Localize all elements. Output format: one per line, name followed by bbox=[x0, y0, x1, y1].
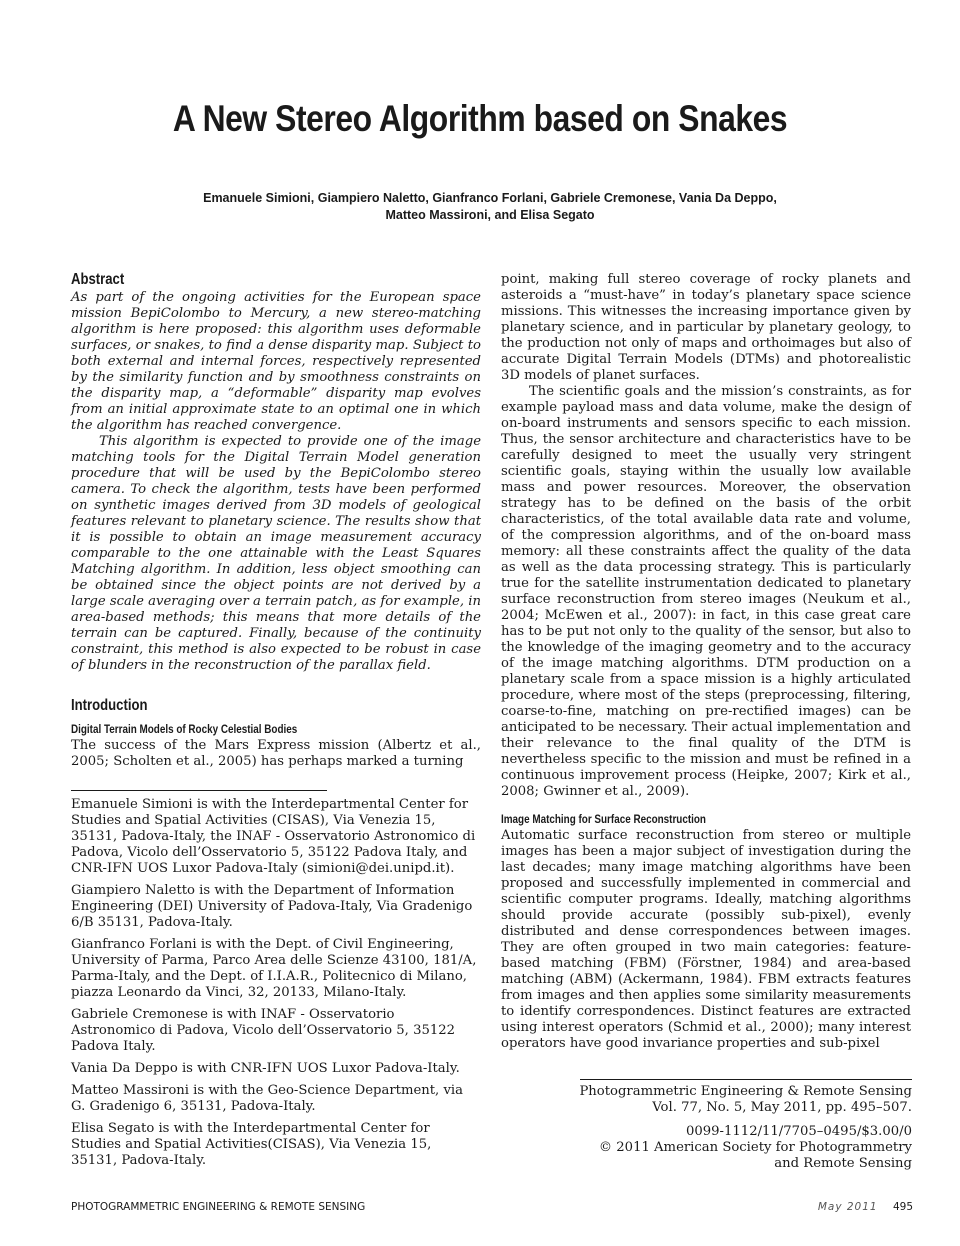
author-list bbox=[80, 190, 900, 224]
abstract-paragraph-2: This algorithm is expected to provide one of the image matching tools for the Digital Terrain Model generation procedure that will be used by the BepiColombo stereo camera. To check the algorithm, tests have been performed on synthetic images derived from 3D models of geological features relevant to planetary science. The results show that it is possible to obtain an image measurement accuracy comparable to the one attainable with the Least Squares Matching algorithm. In addition, less object smoothing can be obtained since the object points are not derived by a large scale averaging over a terrain patch, as for example, in area-based methods; this means that more details of the terrain can be captured. Finally, because of the continuity constraint, this method is also expected to be robust in case of blunders in the reconstruction of the parallax field. bbox=[71, 434, 481, 673]
affiliation-note: Emanuele Simioni is with the Interdepartmental Center for Studies and Spatial Activities (CISAS), Via Venezia 15, 35131, Padova-Italy, the INAF - Osservatorio Astronomico di Padova, Vicolo dell’Osservatorio 5, 35122 Padova Italy, and CNR-IFN UOS Luxor Padova-Italy (simioni@dei.unipd.it). bbox=[71, 797, 476, 876]
introduction-heading: Introduction bbox=[71, 697, 148, 714]
affiliation-note: Matteo Massironi is with the Geo-Science Department, via G. Gradenigo 6, 35131, Padova-Italy. bbox=[71, 1083, 463, 1114]
introduction-subheading: Digital Terrain Models of Rocky Celestial Bodies bbox=[71, 724, 298, 736]
abstract-heading: Abstract bbox=[71, 271, 125, 288]
affiliation-note: Gabriele Cremonese is with INAF - Osservatorio Astronomico di Padova, Vicolo dell’Osservatorio 5, 35122 Padova Italy. bbox=[71, 1007, 456, 1054]
author-line-2: Matteo Massironi, and Elisa Segato bbox=[385, 208, 595, 222]
publication-code: 0099-1112/11/7705–0495/$3.00/0 bbox=[686, 1124, 912, 1139]
publication-volume: Vol. 77, No. 5, May 2011, pp. 495–507. bbox=[652, 1100, 912, 1115]
page-number: 495 bbox=[892, 1201, 913, 1213]
affiliation-notes bbox=[71, 797, 481, 1169]
publication-journal: Photogrammetric Engineering & Remote Sensing bbox=[579, 1084, 912, 1099]
abstract-paragraph-1: As part of the ongoing activities for the European space mission BepiColombo to Mercury, a new stereo-matching algorithm is here proposed: this algorithm uses deformable surfaces, or snakes, to find a dense disparity map. Subject to both external and internal forces, respectively represented by the similarity function and by smoothness constraints on the disparity map, a “deformable” disparity map evolves from an initial approximate state to an optimal one in which the algorithm has reached convergence. bbox=[71, 290, 481, 433]
section-subheading: Image Matching for Surface Reconstruction bbox=[501, 814, 706, 826]
affiliation-note: Vania Da Deppo is with CNR-IFN UOS Luxor Padova-Italy. bbox=[71, 1061, 460, 1076]
introduction-paragraph-1: The success of the Mars Express mission (Albertz et al., 2005; Scholten et al., 2005) has perhaps marked a turning bbox=[71, 738, 481, 769]
body-paragraph-2: The scientific goals and the mission’s constraints, as for example payload mass and data volume, make the design of on-board instruments and sensors specific to each mission. Thus, the sensor architecture and characteristics have to be carefully designed to meet the usually very stringent scientific goals, staying within the usually low available mass and power resources. Moreover, the observation strategy has to be defined on the basis of the orbit characteristics, of the total available data rate and volume, of the compression algorithms, and of the on-board mass memory: all these constraints affect the quality of the data as well as the data processing strategy. This is particularly true for the satellite instrumentation dedicated to planetary surface reconstruction from stereo images (Neukum et al., 2004; McEwen et al., 2007): in fact, in this case great care has to be put not only to the quality of the sensor, but also to the knowledge of the imaging geometry and to the accuracy of the image matching algorithms. DTM production on a planetary scale from a space mission is a highly articulated procedure, where most of the steps (preprocessing, filtering, coarse-to-fine, matching on pre-rectified images) can be anticipated to be necessary. Their actual implementation and their relevance to the final quality of the DTM is nevertheless specific to the mission and must be refined in a continuous improvement process (Heipke, 2007; Kirk et al., 2008; Gwinner et al., 2009). bbox=[501, 384, 911, 799]
footer-journal-name: PHOTOGRAMMETRIC ENGINEERING & REMOTE SENSING bbox=[71, 1201, 366, 1213]
author-line-1: Emanuele Simioni, Giampiero Naletto, Gianfranco Forlani, Gabriele Cremonese, Vania Da Deppo, bbox=[203, 191, 777, 205]
publication-copyright: © 2011 American Society for Photogrammetry bbox=[598, 1140, 912, 1155]
publication-society: and Remote Sensing bbox=[774, 1156, 912, 1171]
publication-rule bbox=[580, 1079, 912, 1080]
affiliation-note: Giampiero Naletto is with the Department of Information Engineering (DEI) University of Padova-Italy, Via Gradenigo 6/B 35131, Padova-Italy. bbox=[71, 883, 473, 930]
affiliation-note: Gianfranco Forlani is with the Dept. of Civil Engineering, University of Parma, Parco Area delle Scienze 43100, 181/A, Parma-Italy, and the Dept. of I.I.A.R., Politecnico di Milano, piazza Leonardo da Vinci, 32, 20133, Milano-Italy. bbox=[71, 937, 477, 1000]
footer-date: May 2011 bbox=[817, 1201, 878, 1213]
right-column bbox=[501, 272, 911, 1052]
body-paragraph-3: Automatic surface reconstruction from stereo or multiple images has been a major subject of investigation during the last decades; many image matching algorithms have been proposed and successfully implemented in commercial and scientific computer programs. Ideally, matching algorithms should provide accurate (possibly sub-pixel), evenly distributed and dense correspondences between images. They are often grouped in two main categories: feature-based matching (FBM) (Förstner, 1984) and area-based matching (ABM) (Ackermann, 1984). FBM extracts features from images and then applies some similarity measurements to identify correspondences. Distinct features are extracted using interest operators (Schmid et al., 2000); many interest operators have good invariance properties and sub-pixel bbox=[501, 828, 911, 1051]
footer-page-info bbox=[818, 1200, 913, 1214]
left-column bbox=[71, 270, 481, 1169]
affiliation-note: Elisa Segato is with the Interdepartmental Center for Studies and Spatial Activities(CISAS), Via Venezia 15, 35131, Padova-Italy. bbox=[71, 1121, 432, 1168]
paper-title: A New Stereo Algorithm based on Snakes bbox=[172, 98, 788, 139]
body-paragraph-1: point, making full stereo coverage of rocky planets and asteroids a “must-have” in today’s planetary space science missions. This witnesses the increasing importance given by planetary science, and in particular by planetary geology, to the production not only of maps and orthoimages but also of accurate Digital Terrain Models (DTMs) and photorealistic 3D models of planet surfaces. bbox=[501, 272, 911, 383]
